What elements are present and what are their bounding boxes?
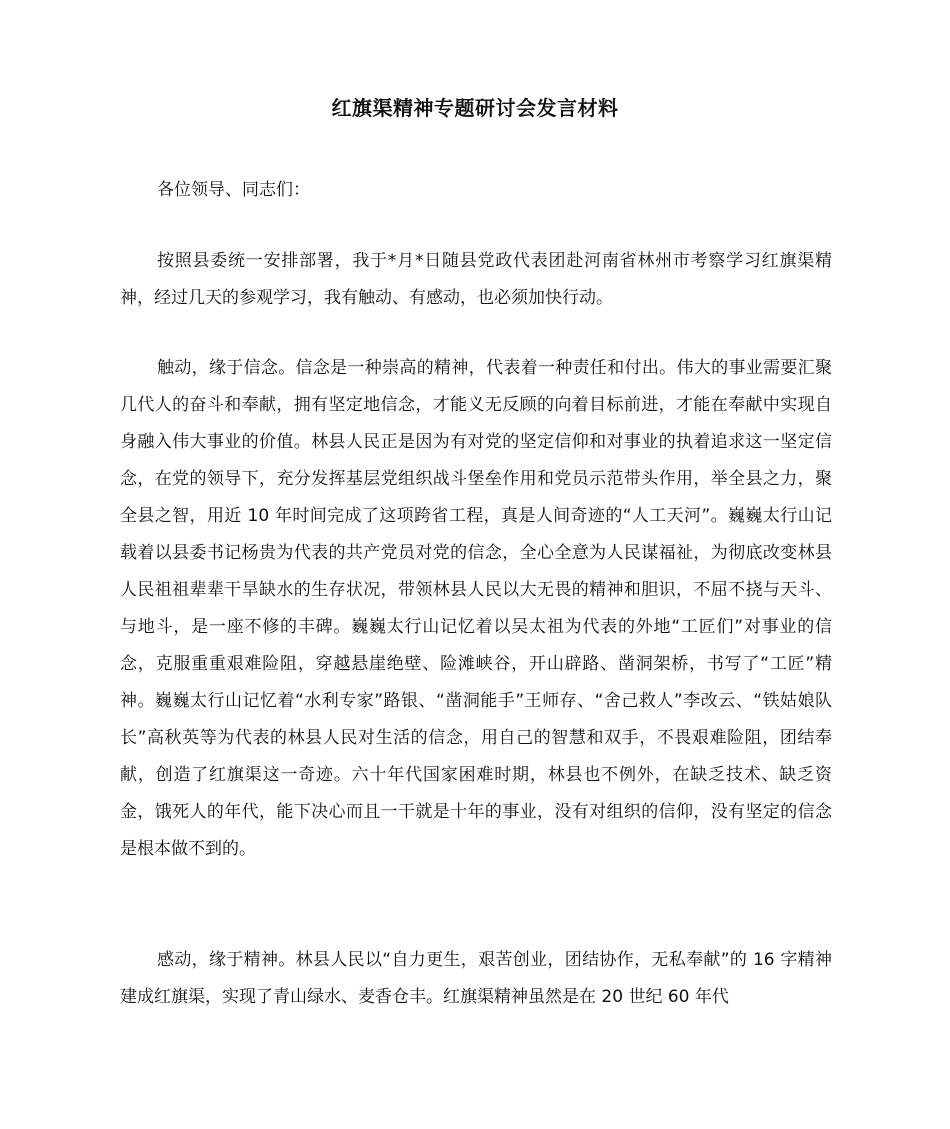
spirit-paragraph: 感动，缘于精神。林县人民以“自力更生，艰苦创业，团结协作，无私奉献”的 16 字精神建成红旗渠，实现了青山绿水、麦香仓丰。红旗渠精神虽然是在 20 世纪 60 年代	[120, 950, 832, 1007]
intro-paragraph: 按照县委统一安排部署，我于*月*日随县党政代表团赴河南省林州市考察学习红旗渠精神，经过几天的参观学习，我有触动、有感动，也必须加快行动。	[120, 251, 832, 308]
document-title: 红旗渠精神专题研讨会发言材料	[331, 96, 619, 120]
salutation-paragraph: 各位领导、同志们：	[157, 180, 310, 200]
belief-paragraph: 触动，缘于信念。信念是一种崇高的精神，代表着一种责任和付出。伟大的事业需要汇聚几代人的奋斗和奉献，拥有坚定地信念，才能义无反顾的向着目标前进，才能在奉献中实现自身融入伟大事业的价值。林县人民正是因为有对党的坚定信仰和对事业的执着追求这一坚定信念，在党的领导下，充分发挥基层党组织战斗堡垒作用和党员示范带头作用，举全县之力，聚全县之智，用近 10 年时间完成了这项跨省工程，真是人间奇迹的“人工天河”。巍巍太行山记载着以县委书记杨贵为代表的共产党员对党的信念，全心全意为人民谋福祉，为彻底改变林县人民祖祖辈辈干旱缺水的生存状况，带领林县人民以大无畏的精神和胆识，不屈不挠与天斗、与地斗，是一座不修的丰碑。巍巍太行山记忆着以吴太祖为代表的外地“工匠们”对事业的信念，克服重重艰难险阻，穿越悬崖绝壁、险滩峡谷，开山辟路、凿洞架桥，书写了“工匠”精神。巍巍太行山记忆着“水利专家”路银、“凿洞能手”王师存、“舍己救人”李改云、“铁姑娘队长”高秋英等为代表的林县人民对生活的信念，用自己的智慧和双手，不畏艰难险阻，团结奉献，创造了红旗渠这一奇迹。六十年代国家困难时期，林县也不例外，在缺乏技术、缺乏资金，饿死人的年代，能下决心而且一干就是十年的事业，没有对组织的信仰，没有坚定的信念是根本做不到的。	[120, 358, 832, 859]
